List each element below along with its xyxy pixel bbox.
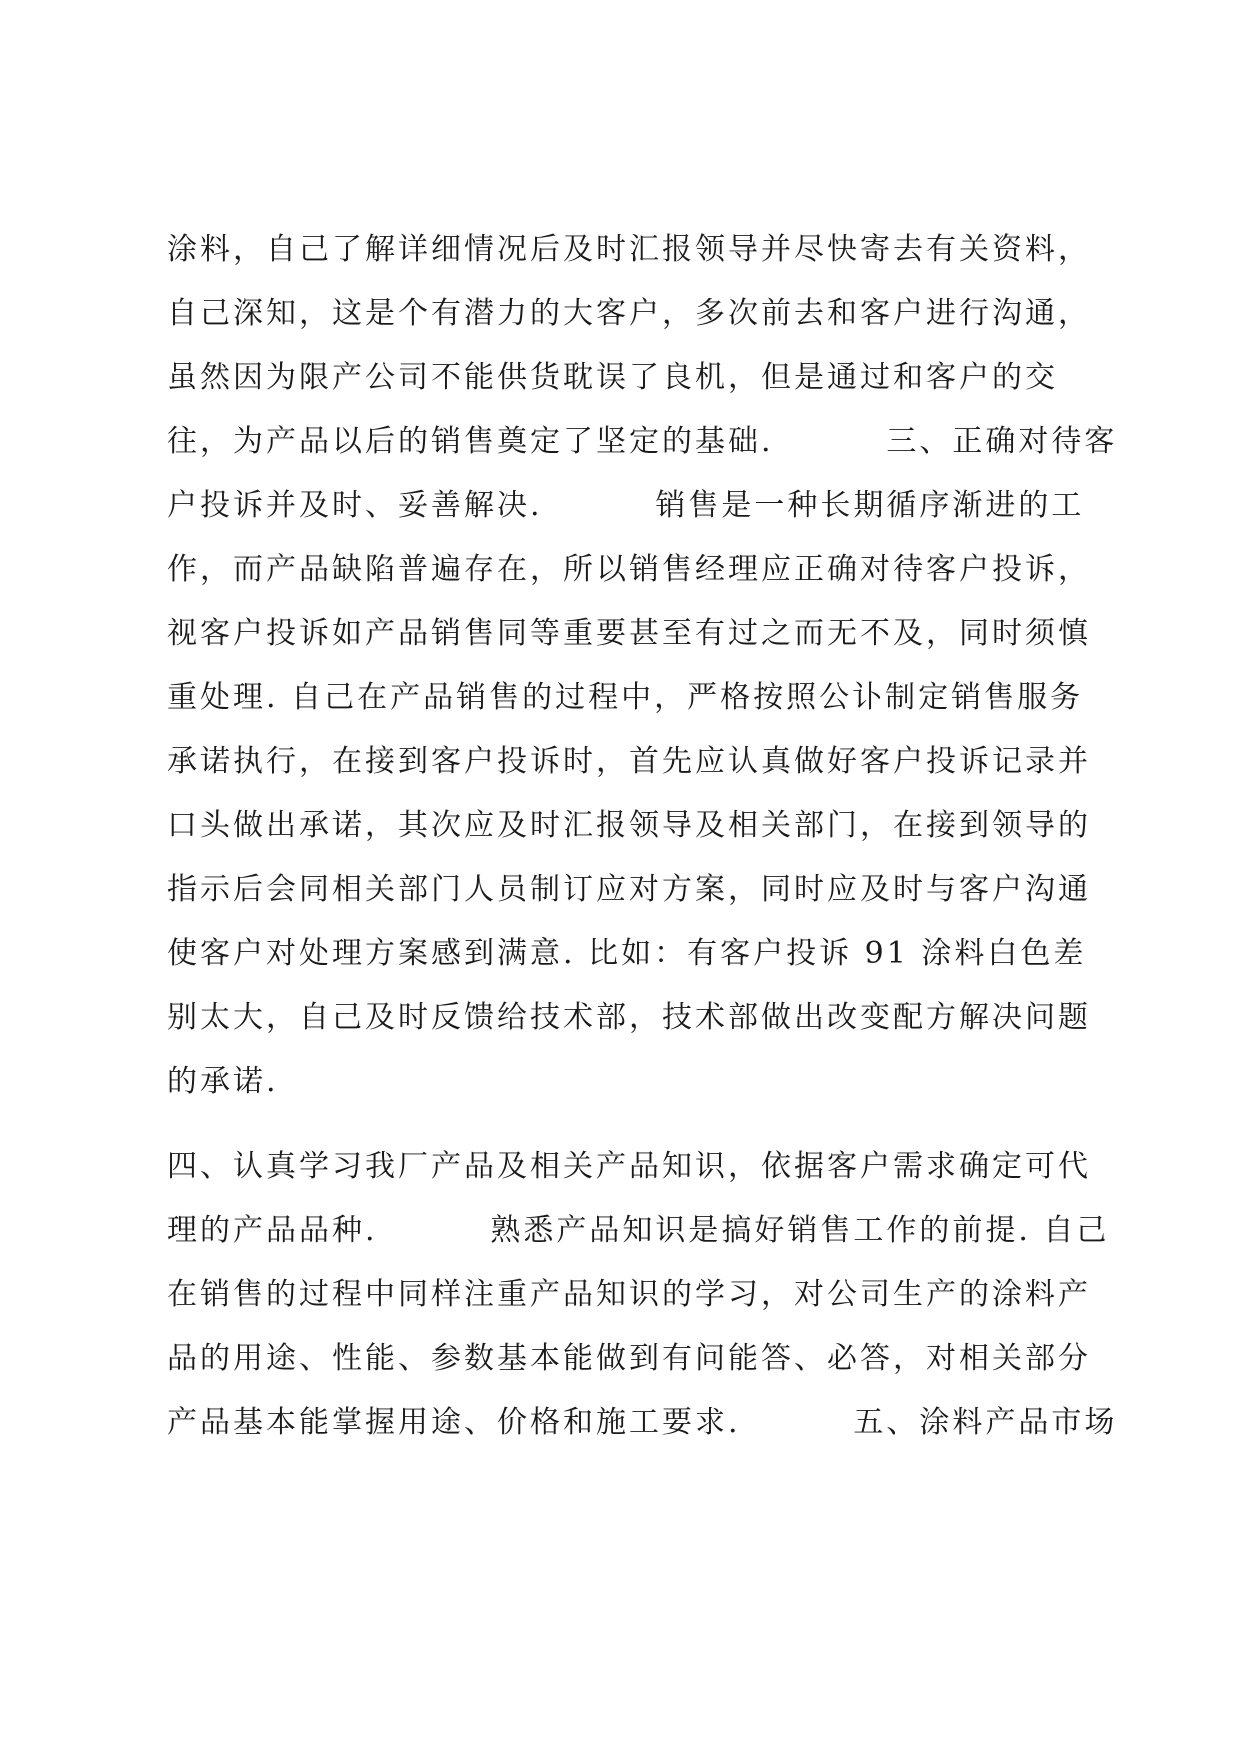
- text-line: 作，而产品缺陷普遍存在，所以销售经理应正确对待客户投诉，: [167, 552, 1091, 587]
- text-line: 重处理. 自己在产品销售的过程中，严格按照公讣制定销售服务: [167, 680, 1084, 715]
- text-line: 口头做出承诺，其次应及时汇报领导及相关部门，在接到领导的: [167, 808, 1091, 843]
- text-line: 涂料，自己了解详细情况后及时汇报领导并尽快寄去有关资料，: [167, 232, 1091, 267]
- text-line: 指示后会同相关部门人员制订应对方案，同时应及时与客户沟通: [167, 872, 1091, 907]
- text-line: 在销售的过程中同样注重产品知识的学习，对公司生产的涂料产: [167, 1277, 1091, 1312]
- body-paragraph: [167, 218, 1118, 1114]
- text-line: 户投诉并及时、妥善解决. 销售是一种长期循序渐进的工: [167, 488, 1085, 523]
- text-line: 四、认真学习我厂产品及相关产品知识，依据客户需求确定可代: [167, 1149, 1091, 1184]
- body-paragraph: [167, 1135, 1118, 1455]
- text-line: 别太大，自己及时反馈给技术部，技术部做出改变配方解决问题: [167, 1000, 1091, 1035]
- text-line: 视客户投诉如产品销售同等重要甚至有过之而无不及，同时须慎: [167, 616, 1091, 651]
- text-line: 品的用途、性能、参数基本能做到有问能答、必答，对相关部分: [167, 1341, 1091, 1376]
- text-line: 承诺执行，在接到客户投诉时，首先应认真做好客户投诉记录并: [167, 744, 1091, 779]
- text-line: 的承诺.: [167, 1064, 279, 1099]
- text-line: 往，为产品以后的销售奠定了坚定的基础. 三、正确对待客: [167, 424, 1118, 459]
- text-line: 产品基本能掌握用途、价格和施工要求. 五、涂料产品市场: [167, 1405, 1118, 1440]
- text-line: 使客户对处理方案感到满意. 比如：有客户投诉 91 涂料白色差: [167, 936, 1087, 971]
- text-line: 自己深知，这是个有潜力的大客户，多次前去和客户进行沟通，: [167, 296, 1091, 331]
- text-line: 虽然因为限产公司不能供货耽误了良机，但是通过和客户的交: [167, 360, 1058, 395]
- text-line: 理的产品品种. 熟悉产品知识是搞好销售工作的前提. 自己: [167, 1213, 1110, 1248]
